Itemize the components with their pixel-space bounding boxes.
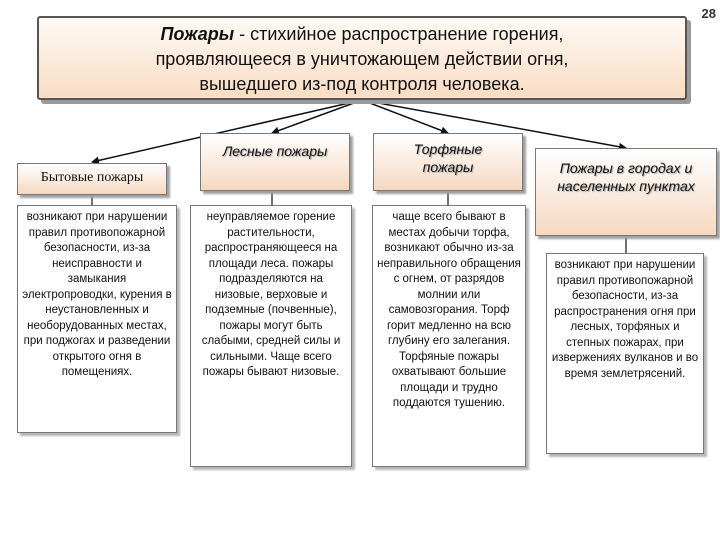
title-line-1 xyxy=(47,22,677,47)
title-term: Пожары xyxy=(160,24,235,44)
household-fires-label: Бытовые пожары xyxy=(40,170,144,185)
arrow-to-peat-fires xyxy=(362,100,448,133)
forest-fires-header xyxy=(200,133,350,191)
household-fires-header xyxy=(17,163,167,195)
city-fires-description: возникают при нарушении правил противопожарной безопасности, из-за распространения огня при лесных, торфяных и степных пожарах, при извержениях вулканов и во время землетрясений. xyxy=(546,253,704,454)
forest-fires-description: неуправляемое горение растительности, распространяющееся на площади леса. пожары подразделяются на низовые, верховые и подземные (почвенные), пожары могут быть слабыми, средней силы и сильными. Чаще всего пожары бывают низовые. xyxy=(190,205,352,467)
forest-fires-label: Лесные пожары xyxy=(222,143,328,159)
city-fires-label: Пожары в городах и населенных пунктах xyxy=(557,160,695,194)
title-line-2: проявляющееся в уничтожающем действии огня, xyxy=(155,49,569,69)
title-line-1-rest: - стихийное распространение горения, xyxy=(234,24,564,44)
slide-number: 28 xyxy=(701,6,716,21)
peat-fires-label: Торфяные пожары xyxy=(413,141,483,175)
peat-fires-description: чаще всего бывают в местах добычи торфа, возникают обычно из-за неправильного обращения с огнем, от разрядов молнии или самовозгорания. Торф горит медленно на всю глубину его залегания. Торфяные пожары охватывают большие площади и трудно поддаются тушению. xyxy=(372,205,526,467)
title-definition-box xyxy=(37,16,687,100)
title-line-3: вышедшего из-под контроля человека. xyxy=(199,74,525,94)
household-fires-description: возникают при нарушении правил противопожарной безопасности, из-за неисправности и замыкания электропроводки, курения в неустановленных и необорудованных местах, при поджогах и разведении открытого огня в помещениях. xyxy=(17,205,177,433)
peat-fires-header xyxy=(373,133,523,191)
arrow-to-forest-fires xyxy=(272,100,362,133)
city-fires-header xyxy=(535,148,717,236)
